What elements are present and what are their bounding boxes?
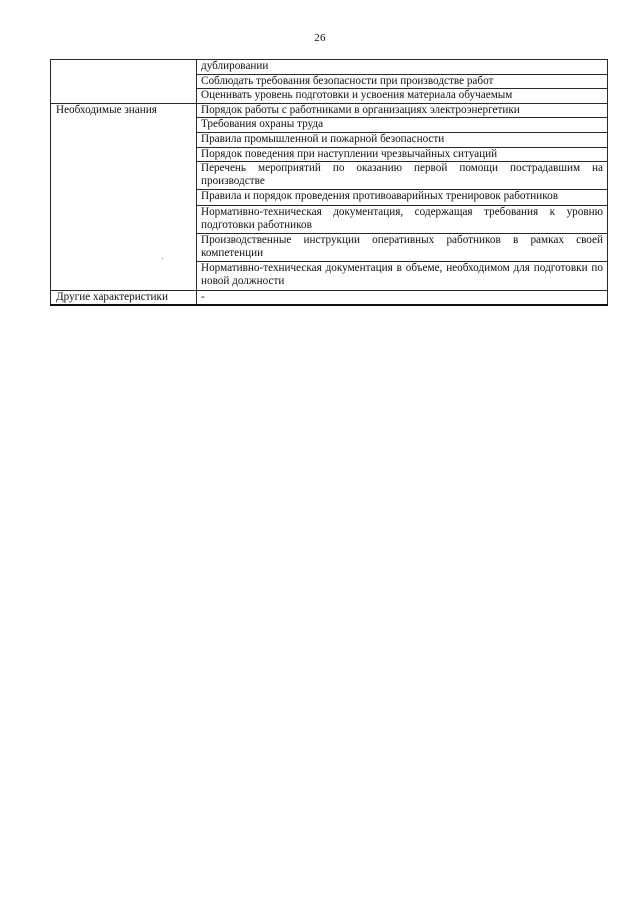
- page-number: 26: [314, 32, 326, 44]
- table-cell: Нормативно-техническая документация в объеме, необходимом для подготовки по новой должности: [197, 262, 608, 290]
- row-label-required-knowledge: Необходимые знания: [51, 103, 197, 290]
- table-cell: дублировании: [197, 60, 608, 75]
- table-cell: Производственные инструкции оперативных работников в рамках своей компетенции: [197, 234, 608, 262]
- table-row: [51, 290, 608, 305]
- table-cell: Правила промышленной и пожарной безопасности: [197, 132, 608, 147]
- table-cell: Перечень мероприятий по оказанию первой помощи пострадавшим на производстве: [197, 162, 608, 190]
- qualification-table: [50, 59, 608, 306]
- row-label-other-characteristics: Другие характеристики: [51, 290, 197, 305]
- scan-speck: [162, 258, 163, 259]
- table-cell: -: [197, 290, 608, 305]
- table-cell: Нормативно-техническая документация, содержащая требования к уровню подготовки работников: [197, 205, 608, 233]
- table-cell: Оценивать уровень подготовки и усвоения материала обучаемым: [197, 89, 608, 104]
- table-row: [51, 103, 608, 118]
- table-cell: Требования охраны труда: [197, 118, 608, 133]
- row-label-empty: [51, 60, 197, 104]
- table-row: [51, 60, 608, 75]
- table-cell: Правила и порядок проведения противоаварийных тренировок работников: [197, 190, 608, 206]
- table-cell: Порядок поведения при наступлении чрезвычайных ситуаций: [197, 147, 608, 162]
- table-cell: Порядок работы с работниками в организациях электроэнергетики: [197, 103, 608, 118]
- table-cell: Соблюдать требования безопасности при производстве работ: [197, 74, 608, 89]
